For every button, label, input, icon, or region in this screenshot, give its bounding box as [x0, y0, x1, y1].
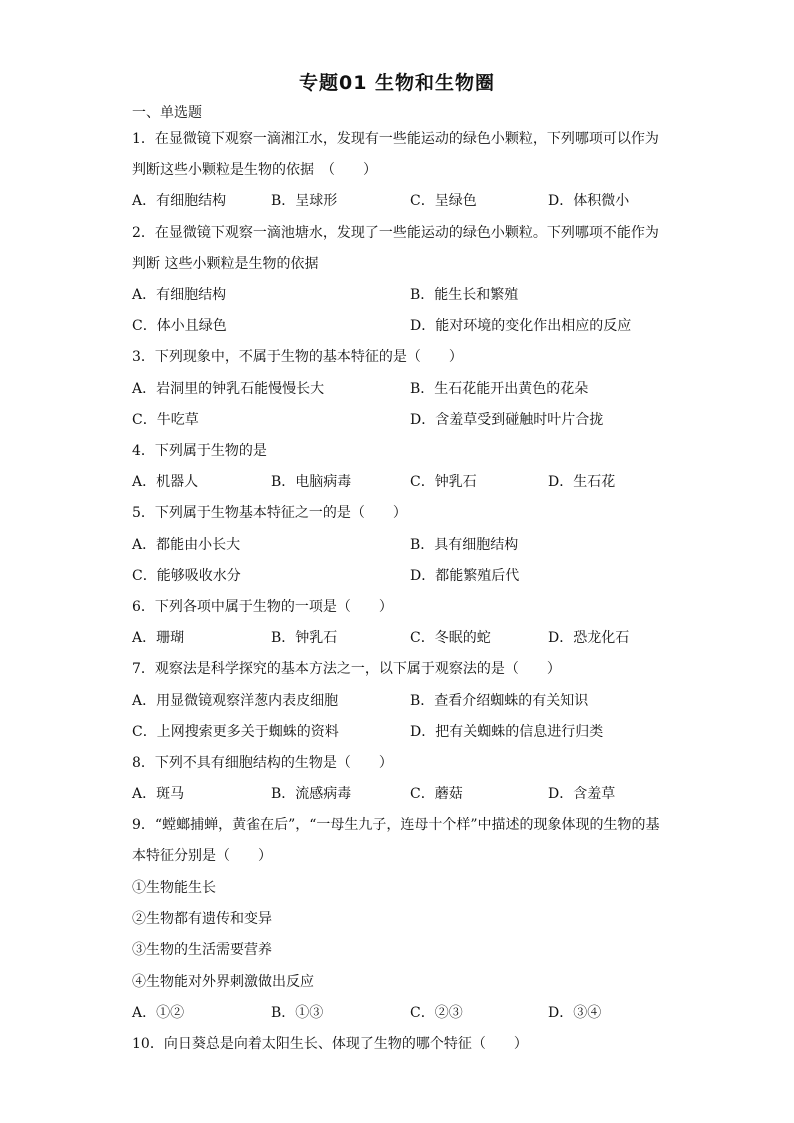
question-2-stem-line1: 2．在显微镜下观察一滴池塘水，发现了一些能运动的绿色小颗粒。下列哪项不能作为	[132, 225, 659, 241]
question-8-option-b: B．流感病毒	[271, 786, 352, 802]
question-1-option-d: D．体积微小	[548, 193, 630, 209]
question-4-option-a: A．机器人	[132, 474, 199, 490]
question-9-option-a: A．①②	[132, 1005, 185, 1021]
question-4-option-c: C．钟乳石	[410, 474, 477, 490]
question-3-stem: 3．下列现象中，不属于生物的基本特征的是（ ）	[132, 349, 463, 365]
section-heading: 一、单选题	[132, 105, 202, 121]
question-8-option-c: C．蘑菇	[410, 786, 463, 802]
question-9-stem-line2: 本特征分别是（ ）	[132, 848, 272, 864]
question-5-stem: 5．下列属于生物基本特征之一的是（ ）	[132, 505, 407, 521]
page-title: 专题01 生物和生物圈	[298, 72, 496, 94]
question-6-option-b: B．钟乳石	[271, 630, 338, 646]
question-1-option-b: B．呈球形	[271, 193, 338, 209]
question-9-option-b: B．①③	[271, 1005, 324, 1021]
question-1-stem-line1: 1．在显微镜下观察一滴湘江水，发现有一些能运动的绿色小颗粒，下列哪项可以作为	[132, 131, 659, 147]
question-4-option-b: B．电脑病毒	[271, 474, 352, 490]
question-9-option-c: C．②③	[410, 1005, 463, 1021]
question-9-option-d: D．③④	[548, 1005, 602, 1021]
question-3-option-c: C．牛吃草	[132, 412, 199, 428]
question-9-item-4: ④生物能对外界刺激做出反应	[132, 974, 314, 990]
question-9-item-1: ①生物能生长	[132, 880, 216, 896]
question-7-stem: 7．观察法是科学探究的基本方法之一，以下属于观察法的是（ ）	[132, 661, 561, 677]
question-10-stem: 10．向日葵总是向着太阳生长、体现了生物的哪个特征（ ）	[132, 1036, 528, 1052]
question-4-option-d: D．生石花	[548, 474, 616, 490]
question-6-option-d: D．恐龙化石	[548, 630, 630, 646]
question-1-option-a: A．有细胞结构	[132, 193, 227, 209]
question-8-option-d: D．含羞草	[548, 786, 616, 802]
question-7-option-b: B．查看介绍蜘蛛的有关知识	[410, 693, 589, 709]
question-1-stem-line2: 判断这些小颗粒是生物的依据 （ ）	[132, 162, 377, 178]
question-3-option-b: B．生石花能开出黄色的花朵	[410, 381, 589, 397]
question-9-item-3: ③生物的生活需要营养	[132, 942, 272, 958]
question-3-option-a: A．岩洞里的钟乳石能慢慢长大	[132, 381, 325, 397]
question-6-option-a: A．珊瑚	[132, 630, 185, 646]
question-5-option-b: B．具有细胞结构	[410, 537, 519, 553]
question-9-item-2: ②生物都有遗传和变异	[132, 911, 272, 927]
question-1-option-c: C．呈绿色	[410, 193, 477, 209]
question-5-option-c: C．能够吸收水分	[132, 568, 241, 584]
question-7-option-d: D．把有关蜘蛛的信息进行归类	[410, 724, 604, 740]
question-2-option-c: C．体小且绿色	[132, 318, 227, 334]
question-4-stem: 4．下列属于生物的是	[132, 443, 267, 459]
question-2-option-d: D．能对环境的变化作出相应的反应	[410, 318, 632, 334]
question-8-option-a: A．斑马	[132, 786, 185, 802]
question-7-option-c: C．上网搜索更多关于蜘蛛的资料	[132, 724, 339, 740]
question-5-option-d: D．都能繁殖后代	[410, 568, 520, 584]
question-6-stem: 6．下列各项中属于生物的一项是（ ）	[132, 599, 393, 615]
question-8-stem: 8．下列不具有细胞结构的生物是（ ）	[132, 755, 393, 771]
question-3-option-d: D．含羞草受到碰触时叶片合拢	[410, 412, 604, 428]
question-5-option-a: A．都能由小长大	[132, 537, 241, 553]
question-9-stem-line1: 9．“螳螂捕蝉，黄雀在后”，“一母生九子，连母十个样”中描述的现象体现的生物的基	[132, 817, 660, 833]
question-2-option-a: A．有细胞结构	[132, 287, 227, 303]
question-2-option-b: B．能生长和繁殖	[410, 287, 519, 303]
question-2-stem-line2: 判断 这些小颗粒是生物的依据	[132, 256, 319, 272]
question-7-option-a: A．用显微镜观察洋葱内表皮细胞	[132, 693, 339, 709]
question-6-option-c: C．冬眠的蛇	[410, 630, 491, 646]
